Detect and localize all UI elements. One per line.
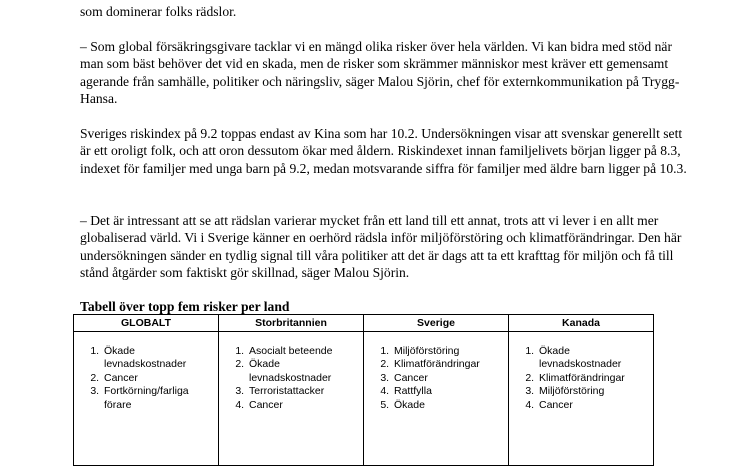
risk-list [225,345,359,412]
risk-list [515,345,649,412]
column-header-kanada: Kanada [509,315,654,332]
risks-table [73,314,654,466]
column-sverige [364,332,509,466]
column-header-storbritannien: Storbritannien [219,315,364,332]
paragraph-quote-2: – Det är intressant att se att rädslan varierar mycket från ett land till ett annat, trots att vi lever i en allt mer globaliserad värld. Vi i Sverige känner en oerhörd rädsla inför miljöförstöring och klimatförändringar. Den här undersökningen sänder en tydlig signal till våra politiker att det är dags att ta ett krafttag för miljön och få till stånd åtgärder som faktiskt gör skillnad, säger Malou Sjörin. [80,213,682,281]
list-item: 1. Asocialt beteende [247,345,359,358]
column-kanada [509,332,654,466]
list-item: 1. Miljöförstöring [392,345,504,358]
list-item: 4. Cancer [537,399,649,412]
column-header-globalt: GLOBALT [74,315,219,332]
list-item: 2. Klimatförändringar [392,358,504,371]
list-item: 3. Fortkörning/farliga förare [102,385,214,412]
list-item: 1. Ökade levnadskostnader [102,345,214,372]
list-item: 3. Cancer [392,372,504,385]
list-item: 3. Miljöförstöring [537,385,649,398]
list-item: 3. Terroristattacker [247,385,359,398]
paragraph-risk-index: Sveriges riskindex på 9.2 toppas endast av Kina som har 10.2. Undersökningen visar att svenskar generellt sett är ett oroligt folk, och att oron dessutom ökar med åldern. Riskindexet innan familjelivets början ligger på 8.3, indexet för familjer med unga barn på 9.2, medan motsvarande siffra för familjer med äldre barn ligger på 10.3. [80,126,687,176]
column-globalt [74,332,219,466]
table-row [74,332,654,466]
list-item: 2. Cancer [102,372,214,385]
risk-list [370,345,504,412]
list-item: 2. Ökade levnadskostnader [247,358,359,385]
list-item: 4. Rattfylla [392,385,504,398]
list-item: 5. Ökade [392,399,504,412]
list-item: 4. Cancer [247,399,359,412]
paragraph-quote-1: – Som global försäkringsgivare tacklar vi en mängd olika risker över hela världen. Vi kan bidra med stöd när man som bäst behöver det vid en skada, men de risker som skrämmer människor mest kräver ett gemensamt agerande från samhälle, politiker och näringsliv, säger Malou Sjörin, chef för externkommunikation på Trygg-Hansa. [80,39,680,107]
list-item: 1. Ökade levnadskostnader [537,345,649,372]
table-heading: Tabell över topp fem risker per land [80,299,290,314]
column-storbritannien [219,332,364,466]
list-item: 2. Klimatförändringar [537,372,649,385]
column-header-sverige: Sverige [364,315,509,332]
risk-list [80,345,214,412]
paragraph-intro-tail: som dominerar folks rädslor. [80,4,237,19]
table-header-row [74,315,654,332]
